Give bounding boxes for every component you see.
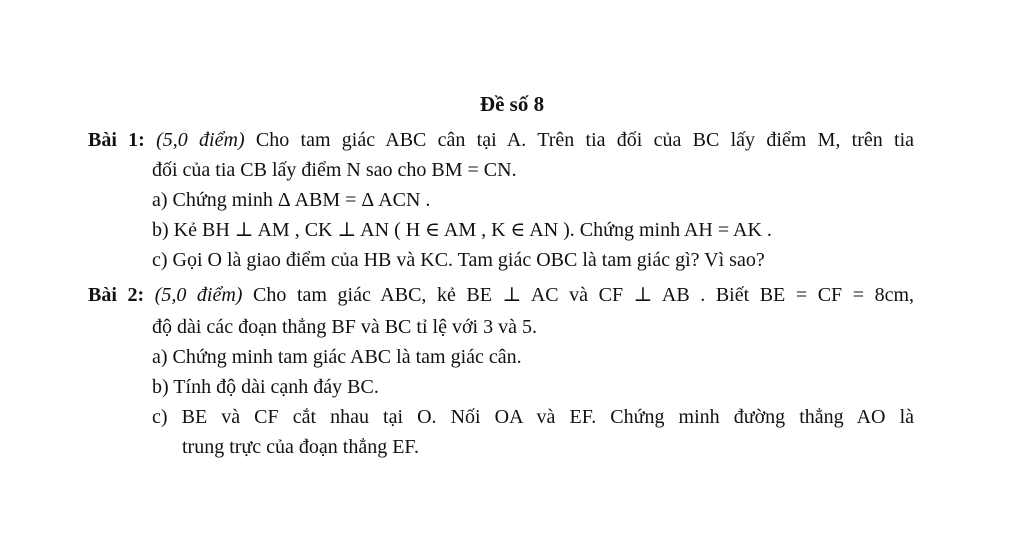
bai2-item-c: c) BE và CF cắt nhau tại O. Nối OA và EF. Chứng minh đường thẳng AO là <box>152 406 914 428</box>
bai2-intro-line2: độ dài các đoạn thẳng BF và BC tỉ lệ với 3 và 5. <box>152 316 537 338</box>
bai1-intro-line1 <box>88 126 914 154</box>
bai1-intro-text: Cho tam giác ABC cân tại A. Trên tia đối của BC lấy điểm M, trên tia <box>255 129 915 151</box>
bai1-item-c: c) Gọi O là giao điểm của HB và KC. Tam giác OBC là tam giác gì? Vì sao? <box>152 249 765 271</box>
bai2-item-b: b) Tính độ dài cạnh đáy BC. <box>152 376 379 398</box>
bai2-intro-line1 <box>88 281 914 309</box>
bai2-intro-text: Cho tam giác ABC, kẻ BE ⊥ AC và CF ⊥ AB . Biết BE = CF = 8cm, <box>253 284 915 306</box>
bai1-item-b: b) Kẻ BH ⊥ AM , CK ⊥ AN ( H ∈ AM , K ∈ AN ). Chứng minh AH = AK . <box>152 219 772 241</box>
bai2-points: (5,0 điểm) <box>154 284 243 306</box>
bai1-intro-line2: đối của tia CB lấy điểm N sao cho BM = CN. <box>152 159 517 181</box>
bai2-item-a: a) Chứng minh tam giác ABC là tam giác cân. <box>152 346 522 368</box>
bai2-item-c-line2: trung trực của đoạn thẳng EF. <box>182 436 419 458</box>
bai2-label: Bài 2: <box>88 284 145 306</box>
bai1-points: (5,0 điểm) <box>156 129 245 151</box>
bai1-label: Bài 1: <box>88 129 145 151</box>
bai1-item-a: a) Chứng minh Δ ABM = Δ ACN . <box>152 189 431 211</box>
page-title: Đề số 8 <box>479 92 545 116</box>
